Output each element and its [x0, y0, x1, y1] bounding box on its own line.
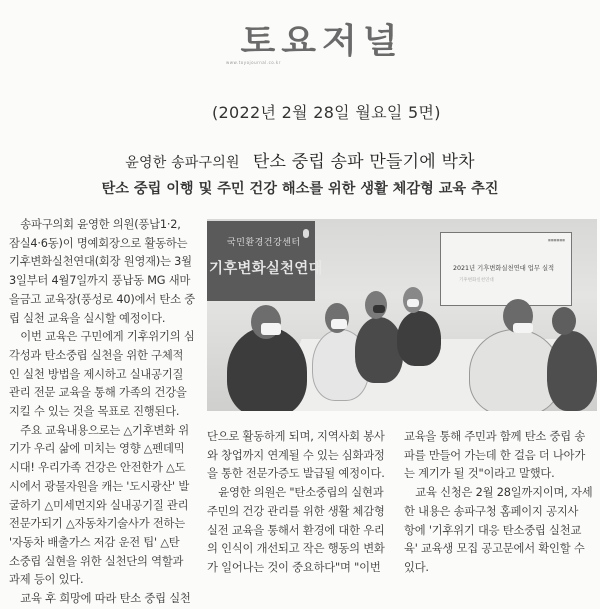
screen-corner-text: ■■■■■■	[547, 238, 565, 242]
text-line: 과제 등이 있다.	[9, 573, 84, 587]
article-column-3	[404, 428, 594, 578]
text-line: 교육을 통해 주민과 함께 탄소 중립 송	[404, 430, 586, 443]
article-column-1	[9, 216, 199, 609]
text-line: 지킬 수 있는 것을 목표로 진행된다.	[9, 405, 180, 419]
text-line: 육' 교육생 모집 공고문에서 확인할 수	[404, 542, 585, 556]
text-line: 한 내용은 송파구청 홈페이지 공지사	[404, 504, 579, 518]
text-line: 을금고 교육장(풍성로 40)에서 탄소 중	[9, 292, 195, 306]
text-line: 립 실천 교육을 실시할 예정이다.	[9, 311, 166, 325]
screen-subtitle: 기후변화실천연대	[459, 278, 494, 283]
text-line: 교육 신청은 2월 28일까지이며, 자세	[415, 486, 593, 500]
masthead-title: 토요저널	[240, 22, 404, 61]
text-line: 있다.	[404, 560, 429, 574]
presentation-screen	[440, 232, 572, 306]
headline-lead: 윤영한 송파구의원	[125, 155, 240, 171]
dateline: (2022년 2월 28일 월요일 5면)	[212, 103, 441, 122]
photo-banner	[207, 221, 323, 301]
text-line: 가 일어나는 것이 중요하다"며 "이번	[207, 560, 381, 574]
banner-big-text: 기후변화실천연대	[209, 261, 323, 277]
text-line: 각성과 탄소중립 실천을 위한 구체적	[9, 348, 184, 362]
text-line: 송파구의회 윤영한 의원(풍납1·2,	[20, 218, 181, 231]
headline-main: 탄소 중립 송파 만들기에 박차	[252, 152, 475, 172]
text-line: 기가 우리 삶에 미치는 영향 △펜데믹	[9, 442, 185, 456]
text-line: 잠실4·6동)이 명예회장으로 활동하는	[9, 236, 188, 250]
article-photo	[207, 219, 597, 411]
text-line: 주민의 건강 관리를 위한 생활 체감형	[207, 504, 385, 518]
text-line: 을 통한 전문가증도 발급될 예정이다.	[207, 467, 385, 481]
text-line: 관리 전문 교육을 통해 가족의 건강을	[9, 386, 187, 400]
text-line: 소중립 실현을 위한 실천단의 역할과	[9, 554, 184, 568]
text-line: '자동차 배출가스 저감 운전 팁' △탄	[9, 535, 180, 549]
text-line: 실전 교육을 통해서 환경에 대한 우리	[207, 523, 385, 537]
subhead: 탄소 중립 이행 및 주민 건강 해소를 위한 생활 체감형 교육 추진	[101, 181, 499, 197]
text-line: 시에서 광물자원을 캐는 '도시광산' 발	[9, 479, 190, 493]
text-line: 파를 만들어 가는데 한 걸음 더 나아가	[404, 448, 586, 462]
emblem-icon	[303, 229, 309, 238]
text-line: 의 인식이 개선되고 작은 행동의 변화	[207, 542, 385, 556]
text-line: 인 실천 방법을 제시하고 실내공기질	[9, 367, 184, 381]
text-line: 단으로 활동하게 되며, 지역사회 봉사	[207, 430, 385, 443]
text-line: 는 계기가 될 것"이라고 말했다.	[404, 467, 555, 481]
text-line: 이번 교육은 구민에게 기후위기의 심	[20, 330, 195, 344]
banner-small-text: 국민환경건강센터	[227, 238, 301, 248]
text-line: 시대! 우리가족 건강은 안전한가 △도	[9, 461, 186, 475]
text-line: 주요 교육내용으로는 △기후변화 위	[20, 423, 189, 437]
text-line: 굴하기 △미세먼지와 실내공기질 관리	[9, 498, 189, 512]
text-line: 윤영한 의원은 "탄소중립의 실현과	[218, 486, 384, 500]
text-line: 3일부터 4월7일까지 풍납동 MG 새마	[9, 274, 191, 288]
masthead-url: www.toyojournal.co.kr	[226, 60, 281, 65]
text-line: 전문가되기 △자동차기술사가 전하는	[9, 517, 185, 531]
headline	[0, 147, 600, 172]
text-line: 항에 '기후위기 대응 탄소중립 실천교	[404, 523, 582, 537]
text-line: 와 창업까지 연계될 수 있는 심화과정	[207, 448, 385, 462]
article-column-2	[207, 428, 397, 578]
text-line: 교육 후 희망에 따라 탄소 중립 실천	[20, 592, 191, 606]
screen-title: 2021년 기후변화실천연대 업무 실적	[453, 265, 555, 272]
text-line: 기후변화실천연대(회장 원영재)는 3월	[9, 255, 192, 269]
